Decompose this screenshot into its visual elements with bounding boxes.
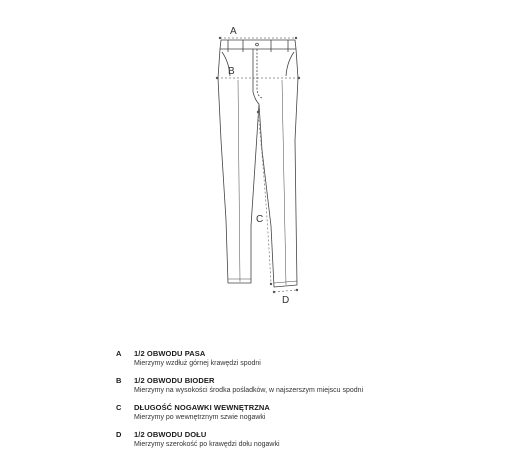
legend-key: D bbox=[116, 430, 122, 439]
measure-d-line bbox=[274, 290, 297, 292]
legend-description: Mierzymy na wysokości środka pośladków, w najszerszym miejscu spodni bbox=[134, 387, 364, 394]
fly-seam bbox=[253, 49, 259, 104]
legend-item-a bbox=[116, 349, 496, 369]
legend-description: Mierzymy szerokość po krawędzi dołu nogawki bbox=[134, 441, 280, 448]
belt-loops bbox=[228, 40, 288, 52]
legend-title: 1/2 OBWODU PASA bbox=[134, 349, 206, 358]
label-d: D bbox=[282, 295, 290, 306]
legend-item-d bbox=[116, 430, 496, 450]
legend-title: DŁUGOŚĆ NOGAWKI WEWNĘTRZNA bbox=[134, 403, 270, 412]
legend-description: Mierzymy wzdłuż górnej krawędzi spodni bbox=[134, 360, 261, 367]
legend-item-c bbox=[116, 403, 496, 423]
measure-c-line bbox=[258, 112, 271, 284]
measurement-legend bbox=[116, 349, 496, 457]
legend-key: A bbox=[116, 349, 122, 358]
pocket-right bbox=[286, 52, 294, 76]
legend-title: 1/2 OBWODU BIODER bbox=[134, 376, 215, 385]
label-b: B bbox=[228, 66, 235, 77]
hem-right bbox=[274, 281, 297, 283]
trousers-drawing bbox=[218, 40, 298, 287]
legend-description: Mierzymy po wewnętrznym szwie nogawki bbox=[134, 414, 266, 421]
crease-right bbox=[282, 80, 286, 285]
fly-stitch bbox=[257, 49, 262, 98]
label-c: C bbox=[256, 214, 264, 225]
crease-left bbox=[238, 80, 240, 282]
trousers-outline bbox=[218, 49, 298, 287]
legend-key: C bbox=[116, 403, 122, 412]
label-a: A bbox=[230, 26, 237, 37]
waist-button bbox=[256, 43, 259, 46]
legend-key: B bbox=[116, 376, 122, 385]
legend-title: 1/2 OBWODU DOŁU bbox=[134, 430, 207, 439]
legend-item-b bbox=[116, 376, 496, 396]
